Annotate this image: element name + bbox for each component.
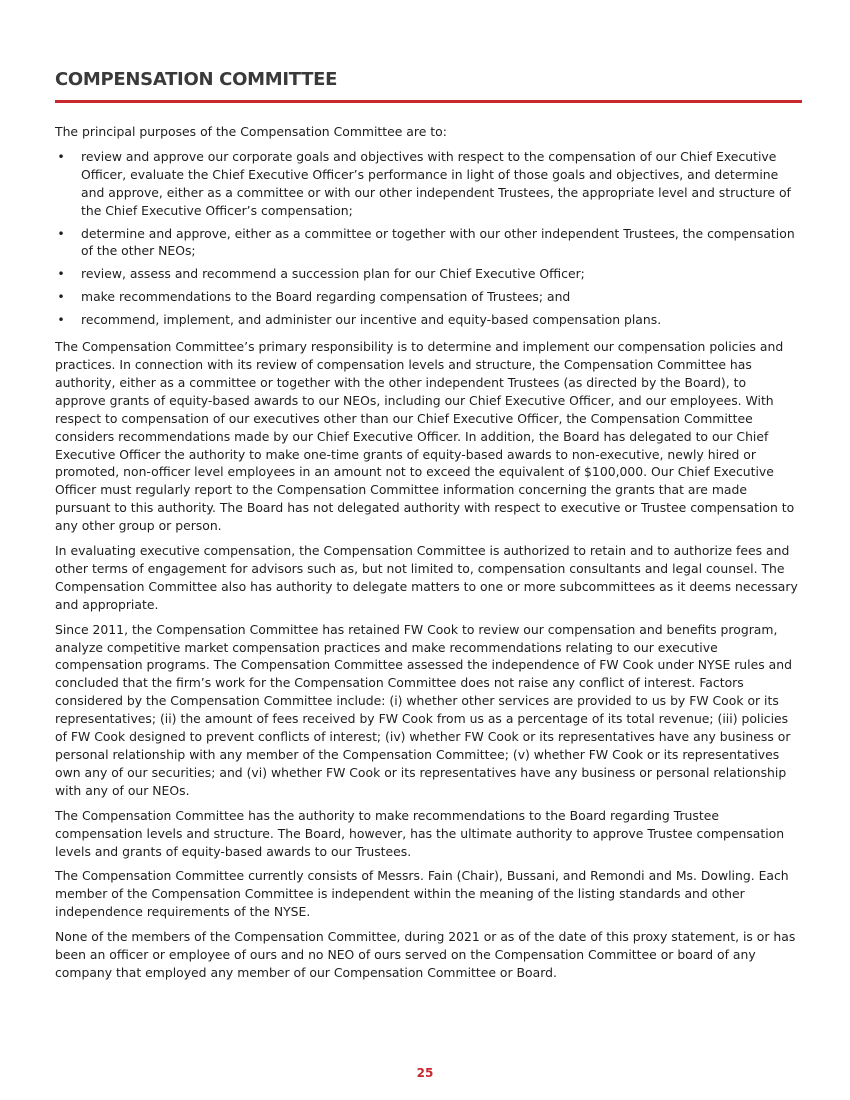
section-body: [55, 123, 800, 989]
heading-divider: [55, 100, 802, 103]
list-item: [55, 288, 800, 306]
list-item: [55, 311, 800, 329]
bullet-icon: •: [57, 266, 65, 282]
list-item: [55, 148, 800, 220]
bullet-icon: •: [57, 148, 65, 164]
list-item-text: recommend, implement, and administer our incentive and equity-based compensation plans.: [81, 312, 662, 328]
body-paragraph: None of the members of the Compensation Committee, during 2021 or as of the date of this proxy statement, is or has been an officer or employee of ours and no NEO of ours served on the Compensation Committee or board of any company that employed any member of our Compensation Committee or Board.: [55, 929, 796, 980]
list-item: [55, 225, 800, 261]
list-item-text: review, assess and recommend a succession plan for our Chief Executive Officer;: [81, 266, 585, 282]
body-paragraph: The Compensation Committee’s primary responsibility is to determine and implement our compensation policies and practices. In connection with its review of compensation levels and structure, the Compensation Committee has authority, either as a committee or together with the other independent Trustees (as directed by the Board), to approve grants of equity-based awards to our NEOs, including our Chief Executive Officer, and our employees. With respect to compensation of our executives other than our Chief Executive Officer, the Compensation Committee considers recommendations made by our Chief Executive Officer. In addition, the Board has delegated to our Chief Executive Officer the authority to make one-time grants of equity-based awards to non-executive, newly hired or promoted, non-officer level employees in an amount not to exceed the equivalent of $100,000. Our Chief Executive Officer must regularly report to the Compensation Committee information concerning the grants that are made pursuant to this authority. The Board has not delegated authority with respect to executive or Trustee compensation to any other group or person.: [55, 339, 795, 534]
body-paragraph: In evaluating executive compensation, the Compensation Committee is authorized to retain and to authorize fees and other terms of engagement for advisors such as, but not limited to, compensation consultants and legal counsel. The Compensation Committee also has authority to delegate matters to one or more subcommittees as it deems necessary and appropriate.: [55, 543, 798, 612]
list-item-text: determine and approve, either as a committee or together with our other independent Trustees, the compensation of the other NEOs;: [81, 225, 795, 259]
list-item-text: make recommendations to the Board regarding compensation of Trustees; and: [81, 289, 571, 305]
bullet-icon: •: [57, 289, 65, 305]
body-paragraph: Since 2011, the Compensation Committee has retained FW Cook to review our compensation and benefits program, analyze competitive market compensation practices and make recommendations relating to our executive compensation programs. The Compensation Committee assessed the independence of FW Cook under NYSE rules and concluded that the firm’s work for the Compensation Committee does not raise any conflict of interest. Factors considered by the Compensation Committee include: (i) whether other services are provided to us by FW Cook or its representatives; (ii) the amount of fees received by FW Cook from us as a percentage of its total revenue; (iii) policies of FW Cook designed to prevent conflicts of interest; (iv) whether FW Cook or its representatives have any business or personal relationship with any member of the Compensation Committee; (v) whether FW Cook or its representatives own any of our securities; and (vi) whether FW Cook or its representatives have any business or personal relationship with any of our NEOs.: [55, 621, 792, 798]
page-number: 25: [416, 1066, 434, 1080]
body-paragraph: The Compensation Committee currently consists of Messrs. Fain (Chair), Bussani, and Remondi and Ms. Dowling. Each member of the Compensation Committee is independent within the meaning of the listing standards and other independence requirements of the NYSE.: [55, 868, 789, 920]
section-heading: COMPENSATION COMMITTEE: [55, 69, 338, 90]
purpose-list: [55, 148, 800, 329]
intro-paragraph: The principal purposes of the Compensation Committee are to:: [55, 124, 447, 139]
body-paragraph: The Compensation Committee has the authority to make recommendations to the Board regarding Trustee compensation levels and structure. The Board, however, has the ultimate authority to approve Trustee compensation levels and grants of equity-based awards to our Trustees.: [55, 807, 785, 859]
list-item: [55, 265, 800, 283]
list-item-text: review and approve our corporate goals and objectives with respect to the compensation of our Chief Executive Officer, evaluate the Chief Executive Officer’s performance in light of those goals and objectives, and determine and approve, either as a committee or with our other independent Trustees, the appropriate level and structure of the Chief Executive Officer’s compensation;: [81, 148, 791, 218]
bullet-icon: •: [57, 312, 65, 328]
bullet-icon: •: [57, 225, 65, 241]
